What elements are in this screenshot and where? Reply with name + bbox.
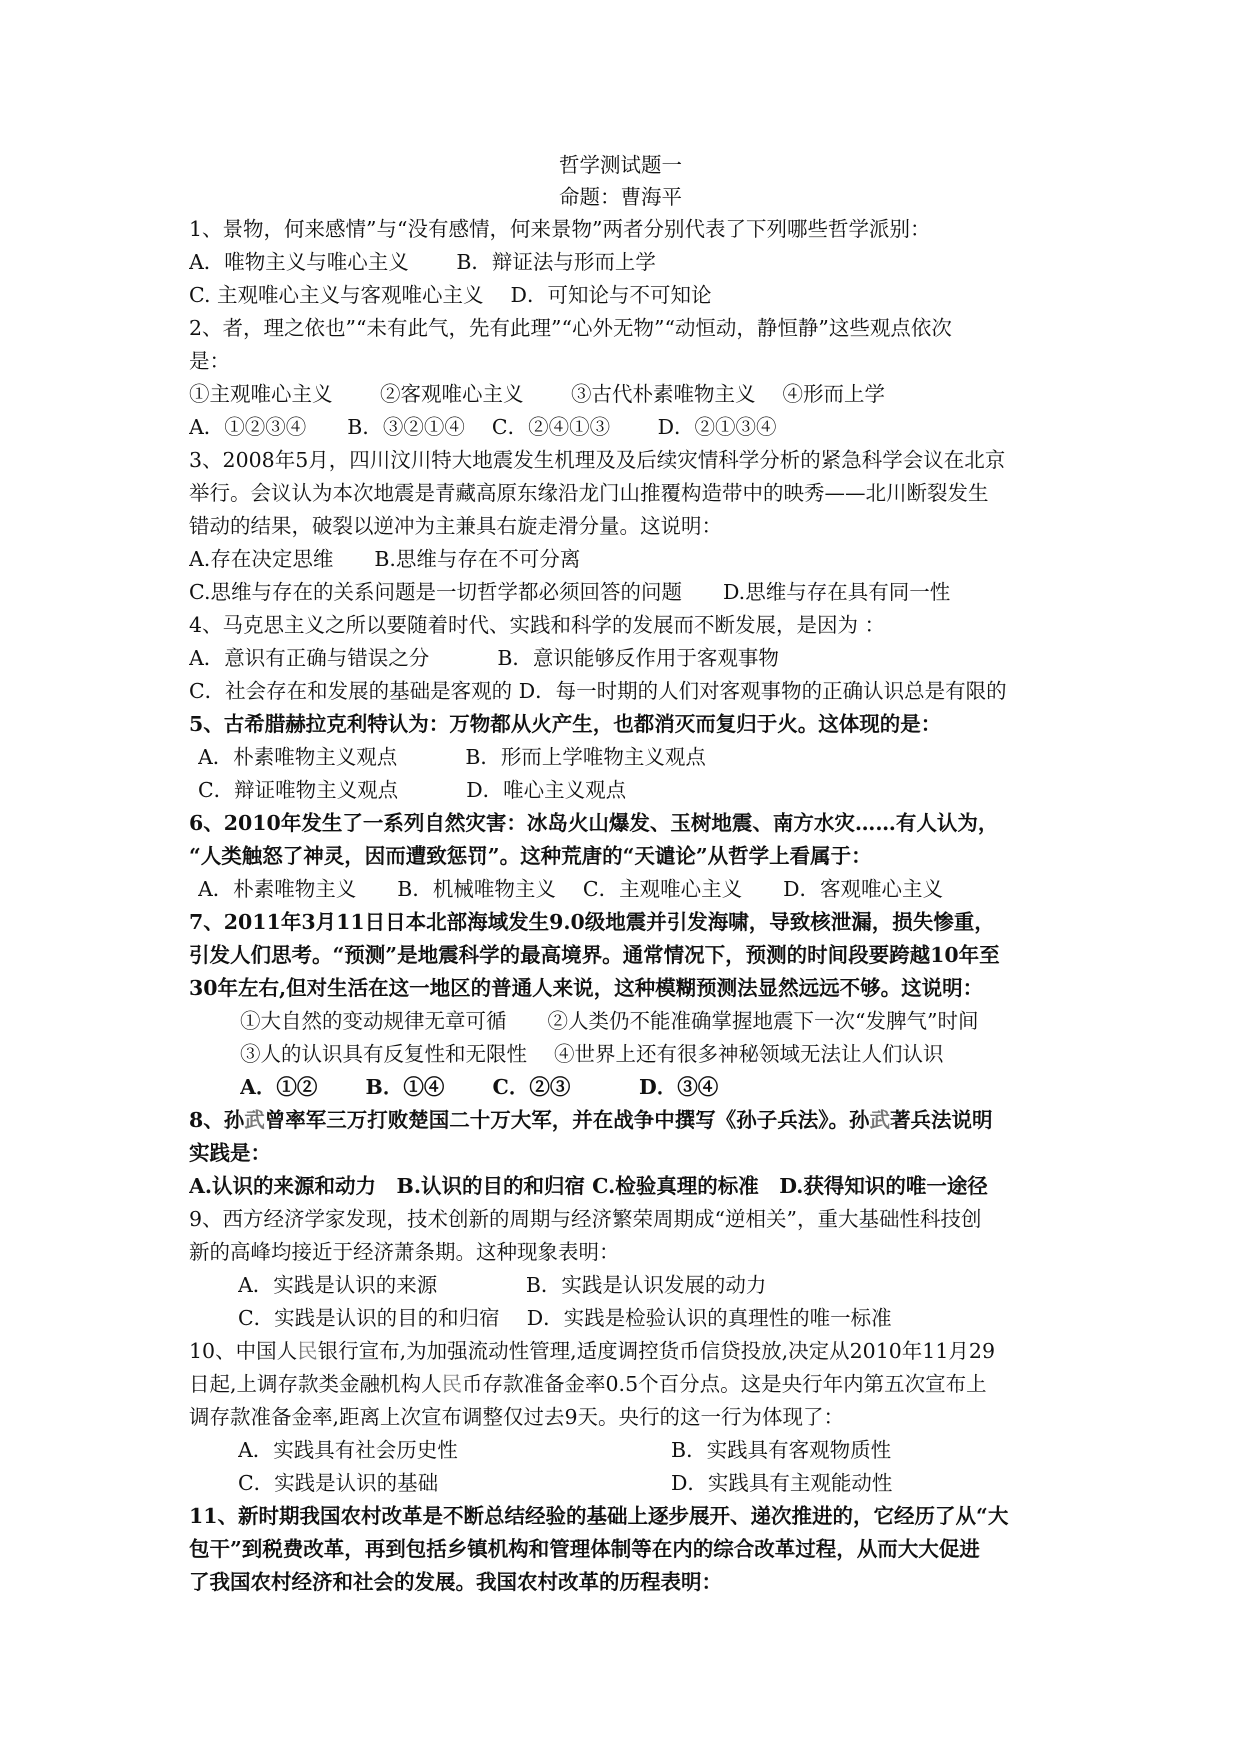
question-6: 6、2010年发生了一系列自然灾害：冰岛火山爆发、玉树地震、南方水灾……有人认为， — [189, 811, 999, 835]
doc-title: 哲学测试题一 — [559, 153, 682, 177]
q10-text-4: 币存款准备金率0.5个百分点。这是央行年内第五次宣布上 — [462, 1372, 987, 1396]
q6-options: A．朴素唯物主义 B．机械唯物主义 C．主观唯心主义 D．客观唯心主义 — [198, 877, 944, 901]
question-7-cont-1: 引发人们思考。“预测”是地震科学的最高境界。通常情况下，预测的时间段要跨越10年至 — [189, 943, 1000, 967]
q3-options-ab: A.存在决定思维 B.思维与存在不可分离 — [189, 547, 581, 571]
question-7: 7、2011年3月11日日本北部海域发生9.0级地震并引发海啸，导致核泄漏，损失惨重， — [189, 910, 995, 934]
q8-char-wu-2: 武 — [869, 1108, 891, 1132]
question-8 — [189, 1107, 1064, 1133]
q2-items: ①主观唯心主义 ②客观唯心主义 ③古代朴素唯物主义 ④形而上学 — [189, 382, 886, 406]
q9-options-cd: C．实践是认识的目的和归宿 D．实践是检验认识的真理性的唯一标准 — [238, 1306, 892, 1330]
q10-option-b: B．实践具有客观物质性 — [671, 1438, 892, 1462]
q8-char-wu-1: 武 — [244, 1108, 265, 1132]
q10-char-min-1: 民 — [297, 1339, 318, 1363]
q8-text-2: 曾率军三万打败楚国二十万大军，并在战争中撰写《孙子兵法》。孙 — [264, 1108, 870, 1132]
question-6-cont: “人类触怒了神灵，因而遭致惩罚”。这种荒唐的“天谴论”从哲学上看属于： — [189, 844, 872, 868]
q8-text-1: 8、孙 — [189, 1108, 245, 1132]
question-9: 9、西方经济学家发现，技术创新的周期与经济繁荣周期成“逆相关”，重大基础性科技创 — [189, 1207, 982, 1231]
question-7-cont-2: 30年左右,但对生活在这一地区的普通人来说，这种模糊预测法显然远远不够。这说明： — [189, 976, 984, 1000]
question-3: 3、2008年5月，四川汶川特大地震发生机理及及后续灾情科学分析的紧急科学会议在北京 — [189, 448, 1006, 472]
q7-options: A．①② B．①④ C．②③ D．③④ — [240, 1075, 719, 1099]
q10-text-2: 银行宣布,为加强流动性管理,适度调控货币信贷投放,决定从2010年11月29 — [317, 1339, 995, 1363]
question-11-cont-1: 包干”到税费改革，再到包括乡镇机构和管理体制等在内的综合改革过程，从而大大促进 — [189, 1537, 980, 1561]
q5-options-ab: A．朴素唯物主义观点 B．形而上学唯物主义观点 — [198, 745, 706, 769]
question-2-cont: 是： — [189, 349, 230, 373]
q10-option-a: A．实践具有社会历史性 — [238, 1438, 458, 1462]
question-1: 1、景物，何来感情”与“没有感情，何来景物”两者分别代表了下列哪些哲学派别： — [189, 217, 931, 241]
question-10-cont-2: 调存款准备金率,距离上次宣布调整仅过去9天。央行的这一行为体现了： — [189, 1405, 845, 1429]
q8-options: A.认识的来源和动力 B.认识的目的和归宿 C.检验真理的标准 D.获得知识的唯一途径 — [189, 1174, 988, 1198]
q10-option-d: D．实践具有主观能动性 — [671, 1471, 893, 1495]
q8-text-3: 著兵法说明 — [890, 1108, 993, 1132]
q3-options-cd: C.思维与存在的关系问题是一切哲学都必须回答的问题 D.思维与存在具有同一性 — [189, 580, 951, 604]
q10-text-1: 10、中国人 — [189, 1339, 298, 1363]
question-10-cont-1 — [189, 1371, 1064, 1397]
q4-options-ab: A．意识有正确与错误之分 B．意识能够反作用于客观事物 — [189, 646, 779, 670]
question-2: 2、者，理之依也”“未有此气，先有此理”“心外无物”“动恒动，静恒静”这些观点依次 — [189, 316, 952, 340]
question-9-cont: 新的高峰均接近于经济萧条期。这种现象表明： — [189, 1240, 620, 1264]
doc-author: 命题：曹海平 — [559, 185, 682, 209]
q4-options-cd: C．社会存在和发展的基础是客观的 D．每一时期的人们对客观事物的正确认识总是有限的 — [189, 679, 1007, 703]
question-5: 5、古希腊赫拉克利特认为：万物都从火产生，也都消灭而复归于火。这体现的是： — [189, 712, 942, 736]
q5-options-cd: C．辩证唯物主义观点 D．唯心主义观点 — [198, 778, 627, 802]
q10-char-min-2: 民 — [441, 1372, 463, 1396]
question-8-cont: 实践是： — [189, 1141, 271, 1165]
q10-option-c: C．实践是认识的基础 — [238, 1471, 439, 1495]
question-10 — [189, 1338, 1064, 1364]
question-11: 11、新时期我国农村改革是不断总结经验的基础上逐步展开、递次推进的，它经历了从“大 — [189, 1504, 1009, 1528]
q10-text-3: 日起,上调存款类金融机构人 — [189, 1372, 442, 1396]
q2-options: A．①②③④ B．③②①④ C．②④①③ D．②①③④ — [189, 415, 777, 439]
q7-item-1: ①大自然的变动规律无章可循 ②人类仍不能准确掌握地震下一次“发脾气”时间 — [240, 1009, 979, 1033]
question-3-cont-2: 错动的结果，破裂以逆冲为主兼具右旋走滑分量。这说明： — [189, 514, 722, 538]
question-3-cont-1: 举行。会议认为本次地震是青藏高原东缘沿龙门山推覆构造带中的映秀——北川断裂发生 — [189, 481, 989, 505]
question-11-cont-2: 了我国农村经济和社会的发展。我国农村改革的历程表明： — [189, 1570, 722, 1594]
question-4: 4、马克思主义之所以要随着时代、实践和科学的发展而不断发展，是因为 ： — [189, 613, 886, 637]
q1-options-cd: C. 主观唯心主义与客观唯心主义 D．可知论与不可知论 — [189, 283, 712, 307]
q9-options-ab: A．实践是认识的来源 B．实践是认识发展的动力 — [238, 1273, 767, 1297]
q7-item-2: ③人的认识具有反复性和无限性 ④世界上还有很多神秘领域无法让人们认识 — [240, 1042, 944, 1066]
q1-options-ab: A．唯物主义与唯心主义 B．辩证法与形而上学 — [189, 250, 656, 274]
